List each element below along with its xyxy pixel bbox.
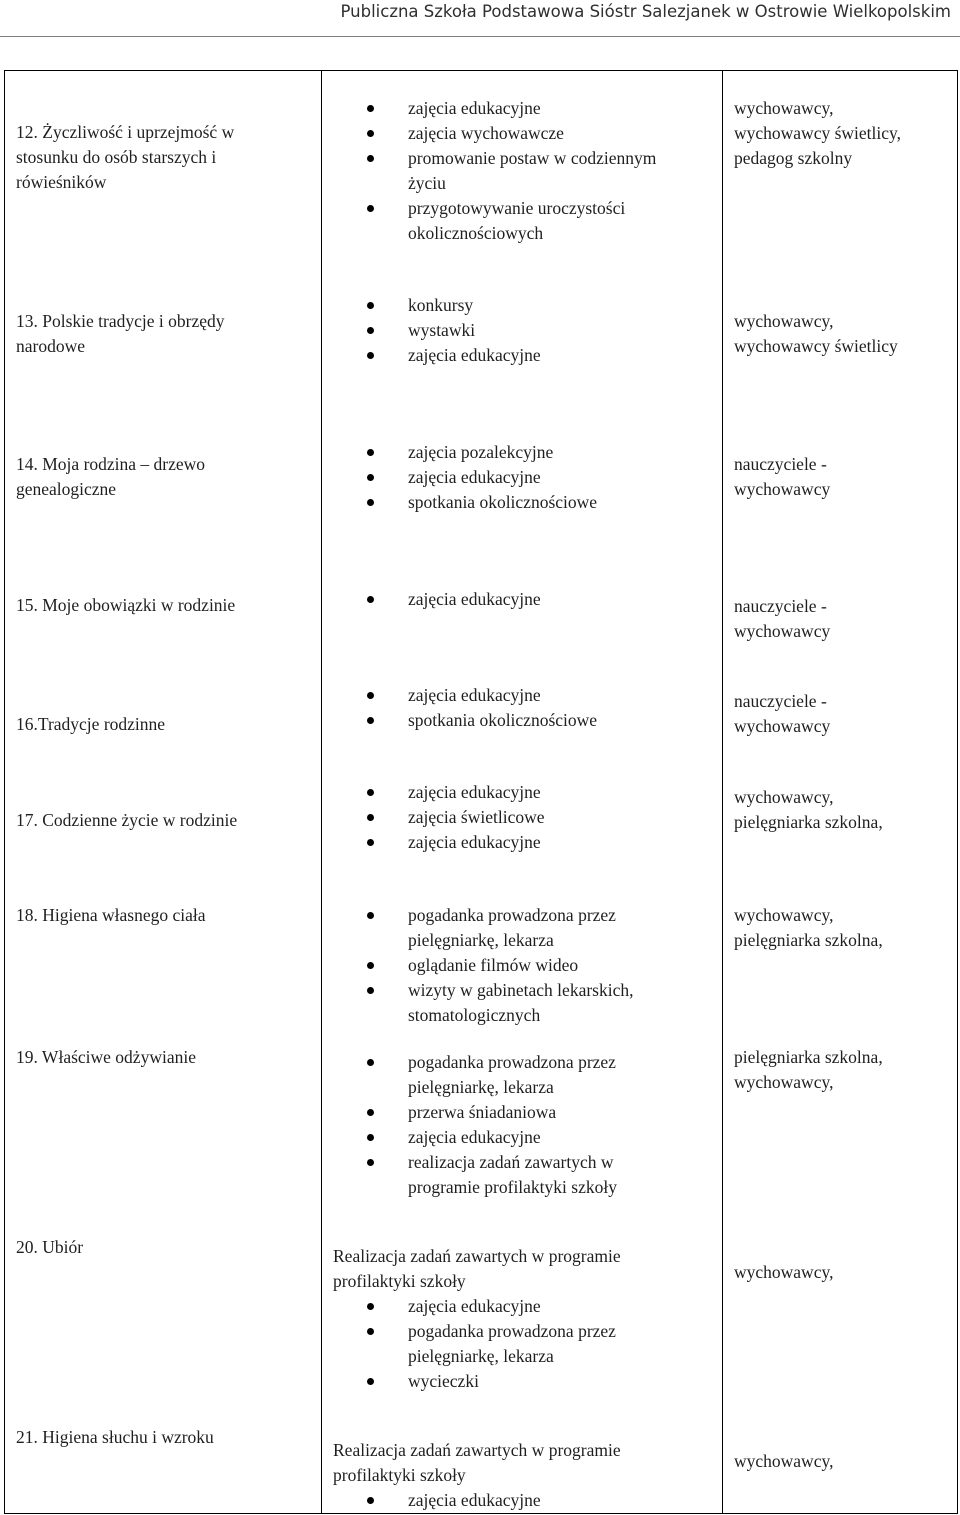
responsible-text: wychowawcy, xyxy=(734,787,834,807)
responsible-text: wychowawcy xyxy=(734,479,831,499)
topic-cell xyxy=(16,1425,316,1450)
topic-text: 21. Higiena słuchu i wzroku xyxy=(16,1427,214,1447)
activity-item xyxy=(366,440,721,465)
bullet-icon xyxy=(367,302,374,309)
activity-text: zajęcia wychowawcze xyxy=(408,123,564,143)
bullet-icon xyxy=(367,1378,374,1385)
activity-text: oglądanie filmów wideo xyxy=(408,955,579,975)
activity-item xyxy=(366,343,721,368)
table-border-bottom xyxy=(4,1513,958,1514)
activity-text: zajęcia świetlicowe xyxy=(408,807,545,827)
bullet-icon xyxy=(367,692,374,699)
bullet-icon xyxy=(367,205,374,212)
topic-cell xyxy=(16,903,316,928)
responsible-text: wychowawcy świetlicy xyxy=(734,336,898,356)
topic-text: 16.Tradycje rodzinne xyxy=(16,714,166,734)
activities-cell xyxy=(333,1244,721,1394)
topic-cell xyxy=(16,712,316,737)
activity-item xyxy=(366,830,721,855)
activity-text: zajęcia pozalekcyjne xyxy=(408,442,554,462)
topic-text: narodowe xyxy=(16,336,86,356)
activity-text: zajęcia edukacyjne xyxy=(408,1296,541,1316)
bullet-icon xyxy=(367,717,374,724)
activity-text: zajęcia edukacyjne xyxy=(408,782,541,802)
responsible-text: pedagog szkolny xyxy=(734,148,853,168)
responsible-cell xyxy=(734,903,956,953)
table-border-left xyxy=(4,70,5,1514)
topic-cell xyxy=(16,593,316,618)
activity-text: realizacja zadań zawartych w xyxy=(408,1152,614,1172)
activity-text: wizyty w gabinetach lekarskich, xyxy=(408,980,634,1000)
activity-item xyxy=(366,683,721,708)
bullet-icon xyxy=(367,596,374,603)
responsible-text: nauczyciele - xyxy=(734,596,827,616)
activity-text: zajęcia edukacyjne xyxy=(408,467,541,487)
activity-text: zajęcia edukacyjne xyxy=(408,98,541,118)
responsible-cell xyxy=(734,785,956,835)
activity-text: pogadanka prowadzona przez xyxy=(408,905,616,925)
activities-cell xyxy=(366,1050,721,1200)
activity-item xyxy=(366,1125,721,1150)
activity-text: pogadanka prowadzona przez xyxy=(408,1321,616,1341)
bullet-icon xyxy=(367,130,374,137)
activity-text: życiu xyxy=(408,173,446,193)
topic-text: 14. Moja rodzina – drzewo xyxy=(16,454,206,474)
responsible-text: nauczyciele - xyxy=(734,691,827,711)
bullet-icon xyxy=(367,987,374,994)
activity-item xyxy=(366,96,721,121)
bullet-icon xyxy=(367,839,374,846)
table-border-col2 xyxy=(722,70,723,1514)
activity-item xyxy=(366,708,721,733)
topic-cell xyxy=(16,452,316,502)
bullet-icon xyxy=(367,105,374,112)
activity-item xyxy=(366,805,721,830)
table-border-top xyxy=(4,70,958,71)
activity-item xyxy=(366,1100,721,1125)
responsible-text: wychowawcy, xyxy=(734,1262,834,1282)
responsible-cell xyxy=(734,309,956,359)
responsible-text: pielęgniarka szkolna, xyxy=(734,812,883,832)
responsible-text: nauczyciele - xyxy=(734,454,827,474)
activities-cell xyxy=(366,780,721,855)
activity-item xyxy=(366,293,721,318)
responsible-cell xyxy=(734,689,956,739)
activities-cell xyxy=(366,96,721,246)
activity-item xyxy=(366,587,721,612)
responsible-cell xyxy=(734,594,956,644)
activity-item xyxy=(366,1319,721,1369)
activity-item xyxy=(366,1050,721,1100)
responsible-cell xyxy=(734,1260,956,1285)
bullet-icon xyxy=(367,1328,374,1335)
header-divider xyxy=(0,36,960,37)
bullet-icon xyxy=(367,499,374,506)
activities-cell xyxy=(366,683,721,733)
responsible-text: wychowawcy, xyxy=(734,1451,834,1471)
activity-text: wystawki xyxy=(408,320,476,340)
activity-item xyxy=(366,1294,721,1319)
bullet-icon xyxy=(367,1159,374,1166)
bullet-icon xyxy=(367,1059,374,1066)
activity-item xyxy=(366,780,721,805)
activity-item xyxy=(366,196,721,246)
activity-text: zajęcia edukacyjne xyxy=(408,832,541,852)
table-border-right xyxy=(957,70,958,1514)
topic-cell xyxy=(16,309,316,359)
activity-item xyxy=(366,121,721,146)
topic-text: rówieśników xyxy=(16,172,107,192)
activity-item xyxy=(366,953,721,978)
activities-intro: profilaktyki szkoły xyxy=(333,1271,466,1291)
activity-text: zajęcia edukacyjne xyxy=(408,589,541,609)
responsible-text: wychowawcy, xyxy=(734,1072,834,1092)
activities-cell xyxy=(366,293,721,368)
bullet-icon xyxy=(367,1109,374,1116)
activity-item xyxy=(366,318,721,343)
bullet-icon xyxy=(367,449,374,456)
activity-text: pielęgniarkę, lekarza xyxy=(408,1346,554,1366)
activity-text: stomatologicznych xyxy=(408,1005,541,1025)
activity-text: konkursy xyxy=(408,295,474,315)
topic-text: genealogiczne xyxy=(16,479,117,499)
header-title: Publiczna Szkoła Podstawowa Sióstr Salezjanek w Ostrowie Wielkopolskim xyxy=(340,2,951,21)
activity-text: promowanie postaw w codziennym xyxy=(408,148,657,168)
activity-item xyxy=(366,978,721,1028)
activities-cell xyxy=(366,587,721,612)
bullet-icon xyxy=(367,1134,374,1141)
activity-item xyxy=(366,146,721,196)
activity-text: przerwa śniadaniowa xyxy=(408,1102,557,1122)
page-header xyxy=(0,0,960,36)
activity-text: spotkania okolicznościowe xyxy=(408,710,598,730)
activities-cell xyxy=(366,903,721,1028)
responsible-text: wychowawcy, xyxy=(734,98,834,118)
topic-text: stosunku do osób starszych i xyxy=(16,147,217,167)
bullet-icon xyxy=(367,474,374,481)
topic-text: 19. Właściwe odżywianie xyxy=(16,1047,196,1067)
topic-text: 13. Polskie tradycje i obrzędy xyxy=(16,311,225,331)
activity-text: wycieczki xyxy=(408,1371,479,1391)
topic-text: 18. Higiena własnego ciała xyxy=(16,905,206,925)
responsible-text: wychowawcy xyxy=(734,716,831,736)
bullet-icon xyxy=(367,327,374,334)
activity-text: pielęgniarkę, lekarza xyxy=(408,1077,554,1097)
activity-text: zajęcia edukacyjne xyxy=(408,685,541,705)
activity-text: przygotowywanie uroczystości xyxy=(408,198,626,218)
topic-text: 15. Moje obowiązki w rodzinie xyxy=(16,595,236,615)
activities-intro: Realizacja zadań zawartych w programie xyxy=(333,1440,621,1460)
activity-text: pielęgniarkę, lekarza xyxy=(408,930,554,950)
responsible-text: wychowawcy, xyxy=(734,905,834,925)
responsible-cell xyxy=(734,1449,956,1474)
activity-text: zajęcia edukacyjne xyxy=(408,1490,541,1510)
activity-text: spotkania okolicznościowe xyxy=(408,492,598,512)
bullet-icon xyxy=(367,1303,374,1310)
responsible-text: pielęgniarka szkolna, xyxy=(734,930,883,950)
activity-text: okolicznościowych xyxy=(408,223,544,243)
activity-text: pogadanka prowadzona przez xyxy=(408,1052,616,1072)
activity-text: zajęcia edukacyjne xyxy=(408,345,541,365)
responsible-text: wychowawcy świetlicy, xyxy=(734,123,902,143)
activity-text: programie profilaktyki szkoły xyxy=(408,1177,617,1197)
responsible-cell xyxy=(734,96,956,171)
activity-item xyxy=(366,465,721,490)
topic-cell xyxy=(16,808,316,833)
topic-text: 12. Życzliwość i uprzejmość w xyxy=(16,122,235,142)
activity-item xyxy=(366,490,721,515)
activity-text: zajęcia edukacyjne xyxy=(408,1127,541,1147)
activity-item xyxy=(366,1488,721,1513)
table-border-col1 xyxy=(321,70,322,1514)
activity-item xyxy=(366,903,721,953)
topic-cell xyxy=(16,120,316,195)
activity-item xyxy=(366,1150,721,1200)
bullet-icon xyxy=(367,814,374,821)
bullet-icon xyxy=(367,352,374,359)
bullet-icon xyxy=(367,155,374,162)
bullet-icon xyxy=(367,789,374,796)
activities-cell xyxy=(333,1438,721,1513)
responsible-text: wychowawcy, xyxy=(734,311,834,331)
activities-intro: profilaktyki szkoły xyxy=(333,1465,466,1485)
topic-cell xyxy=(16,1235,316,1260)
topic-text: 20. Ubiór xyxy=(16,1237,84,1257)
activities-cell xyxy=(366,440,721,515)
bullet-icon xyxy=(367,962,374,969)
activity-item xyxy=(366,1369,721,1394)
activities-intro: Realizacja zadań zawartych w programie xyxy=(333,1246,621,1266)
topic-text: 17. Codzienne życie w rodzinie xyxy=(16,810,238,830)
topic-cell xyxy=(16,1045,316,1070)
responsible-cell xyxy=(734,1045,956,1095)
bullet-icon xyxy=(367,1497,374,1504)
bullet-icon xyxy=(367,912,374,919)
responsible-cell xyxy=(734,452,956,502)
responsible-text: wychowawcy xyxy=(734,621,831,641)
responsible-text: pielęgniarka szkolna, xyxy=(734,1047,883,1067)
